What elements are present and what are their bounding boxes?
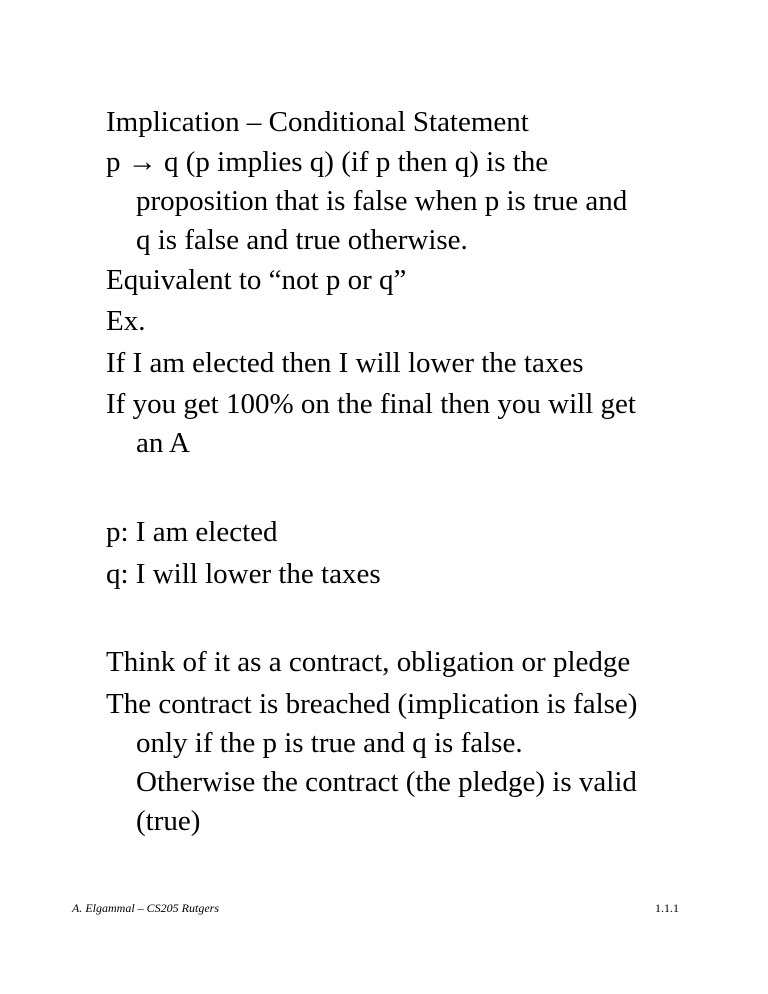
- breach-line-3: Otherwise the contract (the pledge) is valid: [136, 766, 637, 798]
- footer-author: A. Elgammal – CS205 Rutgers: [72, 901, 219, 915]
- q-definition: q: I will lower the taxes: [106, 558, 381, 590]
- definition-line-1: p → q (p implies q) (if p then q) is the: [106, 146, 549, 178]
- definition-line-2: proposition that is false when p is true and: [136, 185, 628, 217]
- example-2-line-1: If you get 100% on the final then you will get: [106, 388, 636, 420]
- breach-line-1: The contract is breached (implication is false): [106, 688, 638, 720]
- definition-line-3: q is false and true otherwise.: [136, 224, 468, 256]
- slide-title: Implication – Conditional Statement: [106, 106, 529, 138]
- breach-line-4: (true): [136, 805, 201, 837]
- equivalent-line: Equivalent to “not p or q”: [106, 264, 407, 296]
- footer-page-number: 1.1.1: [655, 901, 679, 915]
- example-2-line-2: an A: [136, 427, 190, 459]
- think-line: Think of it as a contract, obligation or pledge: [106, 646, 631, 678]
- example-label: Ex.: [106, 305, 146, 337]
- breach-line-2: only if the p is true and q is false.: [136, 727, 523, 759]
- example-1: If I am elected then I will lower the taxes: [106, 347, 584, 379]
- p-definition: p: I am elected: [106, 516, 278, 548]
